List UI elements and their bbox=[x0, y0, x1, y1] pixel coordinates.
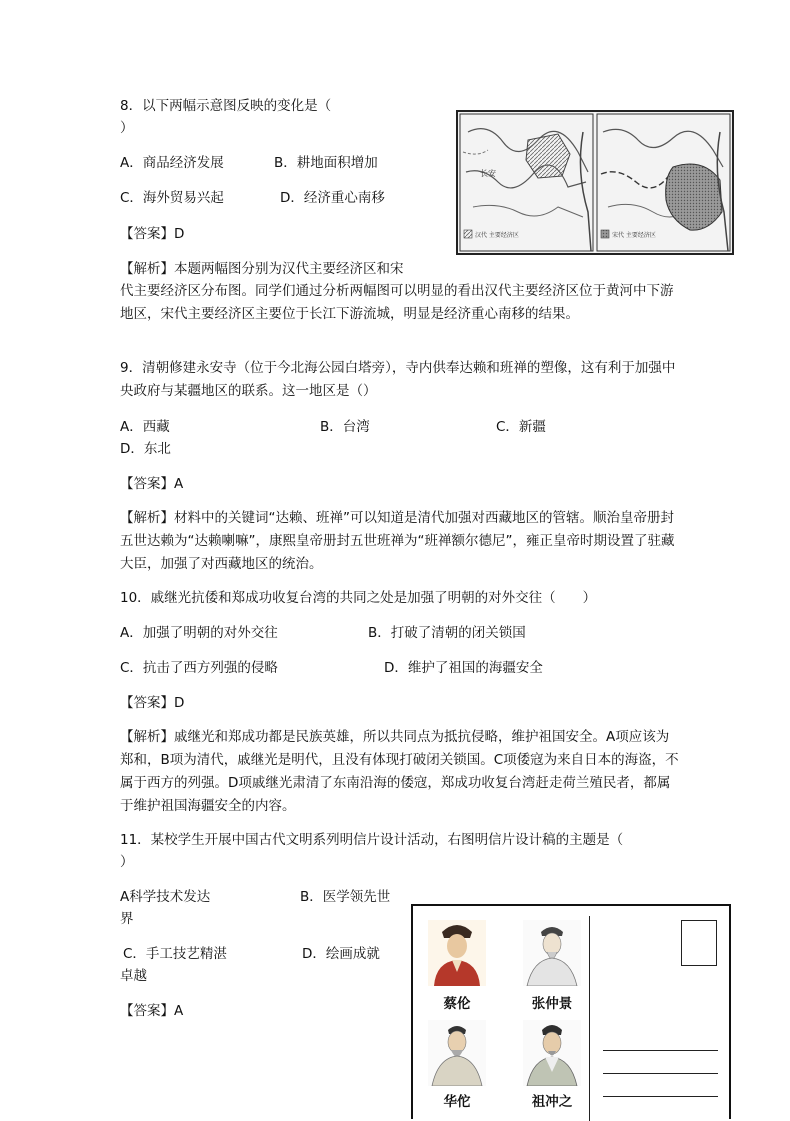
q8-stem-line2: ） bbox=[120, 120, 134, 136]
address-line-3 bbox=[603, 1096, 718, 1097]
q9-option-c: C．新疆 bbox=[496, 419, 546, 435]
q8-analysis-line1: 【解析】本题两幅图分别为汉代主要经济区和宋 bbox=[120, 261, 404, 277]
name-zhang-zhongjing: 张仲景 bbox=[531, 996, 573, 1012]
q11-option-d-line2: 卓越 bbox=[120, 968, 147, 984]
han-dynasty-map bbox=[460, 114, 593, 251]
q10-answer: 【答案】D bbox=[120, 695, 185, 711]
name-zu-chongzhi: 祖冲之 bbox=[531, 1094, 573, 1110]
q10-option-a: A．加强了明朝的对外交往 bbox=[120, 625, 278, 641]
q8-option-b: B．耕地面积增加 bbox=[274, 155, 378, 171]
q9-stem: 9．清朝修建永安寺（位于今北海公园白塔旁），寺内供奉达赖和班禅的塑像，这有利于加强中央政府与某疆地区的联系。这一地区是（） bbox=[120, 360, 676, 399]
economic-region-maps bbox=[456, 110, 734, 255]
name-cai-lun: 蔡伦 bbox=[443, 996, 471, 1012]
q10-stem: 10．戚继光抗倭和郑成功收复台湾的共同之处是加强了明朝的对外交往（ ） bbox=[120, 590, 597, 606]
q11-stem-line1: 11．某校学生开展中国古代文明系列明信片设计活动，右图明信片设计稿的主题是（ bbox=[120, 832, 624, 848]
hua-tuo-portrait bbox=[428, 1020, 486, 1086]
cai-lun-portrait bbox=[428, 920, 486, 986]
q9-option-a: A．西藏 bbox=[120, 419, 170, 435]
q11-option-b-line2: 界 bbox=[120, 911, 134, 927]
q8-option-a: A．商品经济发展 bbox=[120, 155, 224, 171]
postcard-divider bbox=[589, 916, 590, 1121]
song-dynasty-map bbox=[597, 114, 730, 251]
q10-option-b: B．打破了清朝的闭关锁国 bbox=[368, 625, 526, 641]
map-right-legend: 宋代 主要经济区 bbox=[612, 232, 656, 239]
q10-option-c: C．抗击了西方列强的侵略 bbox=[120, 660, 278, 676]
q9-answer: 【答案】A bbox=[120, 476, 184, 492]
q9-option-d: D．东北 bbox=[120, 441, 171, 457]
zhang-zhongjing-portrait bbox=[523, 920, 581, 986]
q10-analysis: 【解析】戚继光和郑成功都是民族英雄，所以共同点为抵抗侵略，维护祖国安全。A项应该为郑和，B项为清代，戚继光是明代，且没有体现打破闭关锁国。C项倭寇为来自日本的海盗，不属于西方的列强。D项戚继光肃清了东南沿海的倭寇，郑成功收复台湾赶走荷兰殖民者，都属于维护祖国海疆安全的内容。 bbox=[120, 729, 679, 814]
address-line-2 bbox=[603, 1073, 718, 1074]
q8-option-c: C．海外贸易兴起 bbox=[120, 190, 224, 206]
stamp-box bbox=[681, 920, 717, 966]
address-line-1 bbox=[603, 1050, 718, 1051]
q8-analysis-rest: 代主要经济区分布图。同学们通过分析两幅图可以明显的看出汉代主要经济区位于黄河中下游地区，宋代主要经济区主要位于长江下游流城，明显是经济重心南移的结果。 bbox=[120, 283, 674, 322]
q11-option-d-line1: D．绘画成就 bbox=[302, 946, 380, 962]
q11-option-c: C．手工技艺精湛 bbox=[123, 946, 227, 962]
map-left-legend: 汉代 主要经济区 bbox=[475, 232, 519, 239]
name-hua-tuo: 华佗 bbox=[443, 1094, 471, 1110]
q8-stem-line1: 8．以下两幅示意图反映的变化是（ bbox=[120, 98, 332, 114]
q9-analysis: 【解析】材料中的关键词“达赖、班禅”可以知道是清代加强对西藏地区的管辖。顺治皇帝册封五世达赖为“达赖喇嘛”，康熙皇帝册封五世班禅为“班禅额尔德尼”，雍正皇帝时期设置了驻藏大臣，加强了对西藏地区的统治。 bbox=[120, 510, 675, 572]
q8-option-d: D．经济重心南移 bbox=[280, 190, 385, 206]
postcard-design bbox=[411, 904, 731, 1119]
q9-option-b: B．台湾 bbox=[320, 419, 370, 435]
q11-option-a: A科学技术发达 bbox=[120, 889, 211, 905]
q11-option-b-line1: B．医学领先世 bbox=[300, 889, 391, 905]
q11-stem-line2: ） bbox=[120, 854, 134, 870]
map-left-city: 长安 bbox=[480, 169, 496, 178]
q10-option-d: D．维护了祖国的海疆安全 bbox=[384, 660, 543, 676]
q11-answer: 【答案】A bbox=[120, 1003, 184, 1019]
zu-chongzhi-portrait bbox=[523, 1020, 581, 1086]
q8-answer: 【答案】D bbox=[120, 226, 185, 242]
